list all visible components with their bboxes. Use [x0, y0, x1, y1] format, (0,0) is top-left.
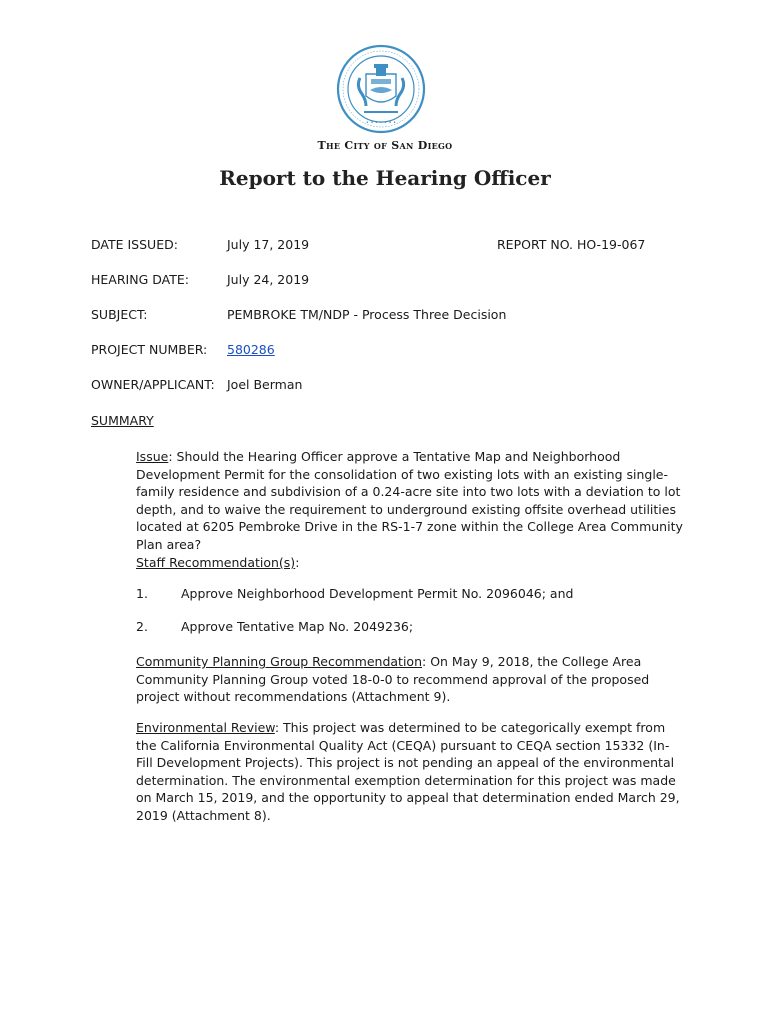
env-label: Environmental Review [136, 720, 275, 735]
summary-heading: SUMMARY [91, 413, 154, 428]
svg-text:• • • • • • •: • • • • • • • [365, 120, 397, 126]
report-title: Report to the Hearing Officer [219, 166, 551, 190]
project-number-label: PROJECT NUMBER: [91, 342, 208, 357]
hearing-date-row [91, 272, 491, 290]
owner-value: Joel Berman [227, 377, 303, 392]
recommendation-item [136, 586, 684, 604]
staff-rec-label: Staff Recommendation(s) [136, 555, 296, 570]
hearing-date-value: July 24, 2019 [227, 272, 310, 287]
date-issued-label: DATE ISSUED: [91, 237, 178, 252]
recommendation-number: 1. [136, 586, 148, 601]
owner-label: OWNER/APPLICANT: [91, 377, 215, 392]
community-planning-paragraph [136, 653, 684, 706]
recommendation-text: Approve Neighborhood Development Permit No. 2096046; and [181, 586, 574, 601]
date-issued-row [91, 237, 691, 255]
env-text: : This project was determined to be categorically exempt from the California Environmental Quality Act (CEQA) pursuant to CEQA section 15332 (In-Fill Development Projects). This project is not pending an appeal of the environmental determination. The environmental exemption determination for this project was made on March 15, 2019, and the opportunity to appeal that determination ended March 29, 2019 (Attachment 8). [136, 720, 680, 823]
subject-value: PEMBROKE TM/NDP - Process Three Decision [227, 307, 507, 322]
project-number-link[interactable]: 580286 [227, 342, 275, 357]
cpg-label: Community Planning Group Recommendation [136, 654, 423, 669]
staff-rec-colon: : [295, 555, 300, 570]
hearing-date-label: HEARING DATE: [91, 272, 189, 287]
subject-label: SUBJECT: [91, 307, 148, 322]
issue-paragraph [136, 448, 684, 553]
city-name: The City of San Diego [317, 139, 453, 152]
recommendation-item [136, 619, 684, 637]
recommendation-number: 2. [136, 619, 148, 634]
city-seal-logo [336, 44, 426, 134]
issue-label: Issue [136, 449, 169, 464]
issue-text: : Should the Hearing Officer approve a Tentative Map and Neighborhood Development Permit for the consolidation of two existing lots with an existing single-family residence and subdivision of a 0.24-acre site into two lots with a deviation to lot depth, and to waive the requirement to underground existing offsite overhead utilities located at 6205 Pembroke Drive in the RS-1-7 zone within the College Area Community Plan area? [136, 449, 683, 552]
report-number: REPORT NO. HO-19-067 [497, 237, 646, 252]
cpg-text: : On May 9, 2018, the College Area Community Planning Group voted 18-0-0 to recommend approval of the proposed project without recommendations (Attachment 9). [136, 654, 650, 704]
date-issued-value: July 17, 2019 [227, 237, 310, 252]
project-number-row [91, 342, 491, 360]
recommendation-text: Approve Tentative Map No. 2049236; [181, 619, 414, 634]
subject-row [91, 307, 591, 325]
owner-row [91, 377, 491, 395]
environmental-review-paragraph [136, 719, 684, 824]
staff-recommendation-heading [136, 554, 684, 572]
